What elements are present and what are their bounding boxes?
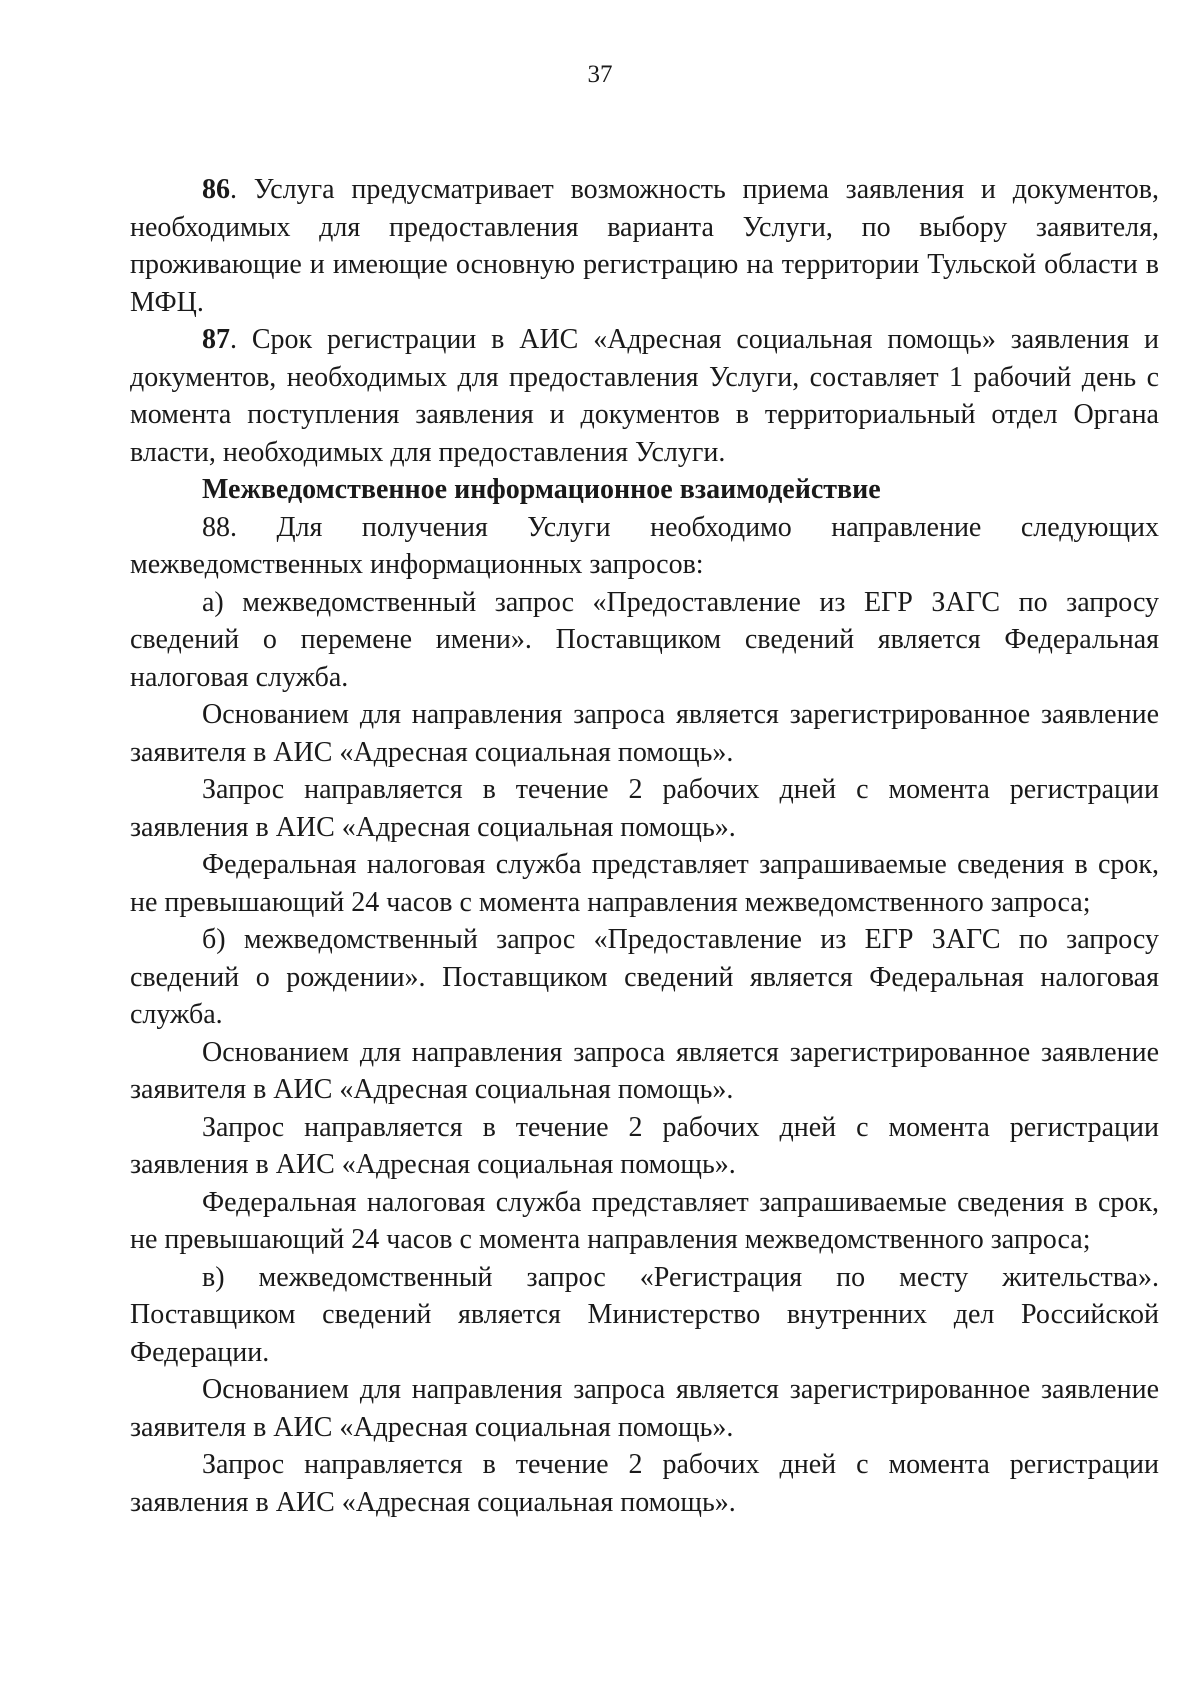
paragraph: а) межведомственный запрос «Предоставление из ЕГР ЗАГС по запросу сведений о перемене имени». Поставщиком сведений является Федеральная налоговая служба. <box>130 586 1159 693</box>
paragraph-number: 87 <box>202 324 230 355</box>
paragraph: б) межведомственный запрос «Предоставление из ЕГР ЗАГС по запросу сведений о рождении». Поставщиком сведений является Федеральная налоговая служба. <box>130 924 1159 1030</box>
paragraph-87 <box>130 321 1159 471</box>
paragraph: Основанием для направления запроса является зарегистрированное заявление заявителя в АИС «Адресная социальная помощь». <box>130 1036 1159 1105</box>
page-number: 37 <box>587 61 613 88</box>
paragraph-number: 88. <box>202 511 237 543</box>
paragraph-86 <box>130 171 1159 321</box>
paragraph: Запрос направляется в течение 2 рабочих дней с момента регистрации заявления в АИС «Адресная социальная помощь». <box>130 1111 1159 1180</box>
paragraph: в) межведомственный запрос «Регистрация по месту жительства». Поставщиком сведений является Министерство внутренних дел Российской Федерации. <box>130 1261 1159 1368</box>
paragraph-number: 86 <box>202 174 230 205</box>
paragraph: Основанием для направления запроса является зарегистрированное заявление заявителя в АИС «Адресная социальная помощь». <box>130 1374 1159 1443</box>
paragraph: Запрос направляется в течение 2 рабочих дней с момента регистрации заявления в АИС «Адресная социальная помощь». <box>130 774 1159 843</box>
section-heading: Межведомственное информационное взаимодействие <box>202 474 881 505</box>
document-body <box>130 171 1159 1521</box>
paragraph: Основанием для направления запроса является зарегистрированное заявление заявителя в АИС «Адресная социальная помощь». <box>130 699 1159 768</box>
paragraph: Федеральная налоговая служба представляет запрашиваемые сведения в срок, не превышающий 24 часов с момента направления межведомственного запроса; <box>130 849 1159 918</box>
paragraph-88 <box>130 509 1159 584</box>
paragraph-text: Для получения Услуги необходимо направление следующих межведомственных информационных запросов: <box>130 511 1159 580</box>
paragraph-text: . Услуга предусматривает возможность приема заявления и документов, необходимых для предоставления варианта Услуги, по выбору заявителя, проживающие и имеющие основную регистрацию на территории Тульской области в МФЦ. <box>130 174 1159 318</box>
paragraph: Федеральная налоговая служба представляет запрашиваемые сведения в срок, не превышающий 24 часов с момента направления межведомственного запроса; <box>130 1186 1159 1255</box>
paragraph-text: . Срок регистрации в АИС «Адресная социальная помощь» заявления и документов, необходимых для предоставления Услуги, составляет 1 рабочий день с момента поступления заявления и документов в территориальный отдел Органа власти, необходимых для предоставления Услуги. <box>130 324 1159 468</box>
paragraph: Запрос направляется в течение 2 рабочих дней с момента регистрации заявления в АИС «Адресная социальная помощь». <box>130 1449 1159 1518</box>
